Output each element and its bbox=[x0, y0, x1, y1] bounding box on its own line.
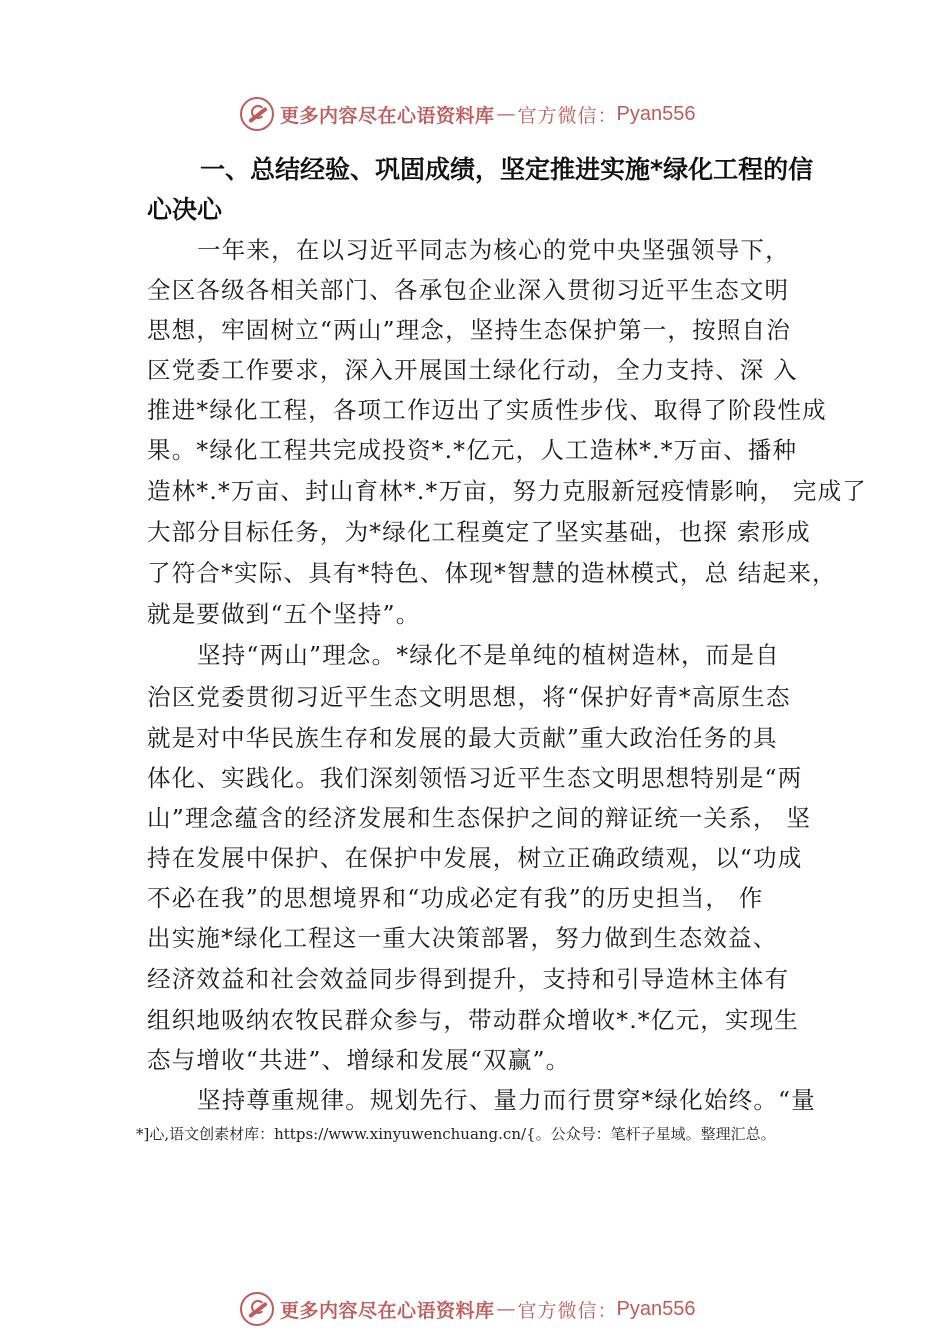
pen-logo-icon bbox=[240, 1292, 274, 1326]
body-line: 果。*绿化工程共完成投资*.*亿元，人工造林*.*万亩、播种 bbox=[147, 436, 798, 464]
body-line: 一年来，在以习近平同志为核心的党中央坚强领导下， bbox=[197, 236, 790, 264]
body-line: 经济效益和社会效益同步得到提升，支持和引导造林主体有 bbox=[147, 965, 790, 993]
body-line: 就是要做到“五个坚持”。 bbox=[147, 600, 421, 628]
banner-dash: — bbox=[496, 103, 516, 125]
body-line: 山”理念蕴含的经济发展和生态保护之间的辩证统一关系， 坚 bbox=[147, 804, 812, 832]
section-heading-line-1: 一、总结经验、巩固成绩，坚定推进实施*绿化工程的信 bbox=[200, 155, 814, 184]
body-line: 持在发展中保护、在保护中发展，树立正确政绩观，以“功成 bbox=[147, 844, 803, 872]
banner-title: 更多内容尽在心语资料库 bbox=[280, 1299, 495, 1322]
banner-dash: — bbox=[496, 1298, 516, 1320]
body-line: 出实施*绿化工程这一重大决策部署，努力做到生态效益、 bbox=[147, 924, 778, 952]
body-line: 推进*绿化工程，各项工作迈出了实质性步伐、取得了阶段性成 bbox=[147, 396, 827, 424]
body-line: 态与增收“共进”、增绿和发展“双赢”。 bbox=[147, 1046, 571, 1074]
body-line: 组织地吸纳农牧民群众参与，带动群众增收*.*亿元，实现生 bbox=[147, 1006, 800, 1034]
section-heading-line-2: 心决心 bbox=[147, 195, 223, 224]
pen-logo-icon bbox=[240, 97, 274, 131]
body-line: 了符合*实际、具有*特色、体现*智慧的造林模式，总 结起来， bbox=[147, 559, 837, 587]
footnote: *]心,语文创素材库：https://www.xinyuwenchuang.cn/{。公众号：笔杆子星域。整理汇总。 bbox=[136, 1125, 776, 1143]
body-line: 体化、实践化。我们深刻领悟习近平生态文明思想特别是“两 bbox=[147, 764, 803, 792]
header-banner bbox=[240, 96, 696, 132]
footer-banner bbox=[240, 1291, 696, 1327]
banner-wechat-id: Pyan556 bbox=[616, 1297, 696, 1320]
body-line: 全区各级各相关部门、各承包企业深入贯彻习近平生态文明 bbox=[147, 276, 790, 304]
banner-wechat-id: Pyan556 bbox=[616, 102, 696, 125]
body-line: 坚持“两山”理念。*绿化不是单纯的植树造林，而是自 bbox=[197, 641, 780, 669]
banner-wechat-label: 官方微信 bbox=[517, 104, 598, 127]
banner-colon: ： bbox=[597, 1299, 617, 1322]
body-line: 大部分目标任务，为*绿化工程奠定了坚实基础，也探 索形成 bbox=[147, 518, 811, 546]
body-line: 区党委工作要求，深入开展国土绿化行动，全力支持、深 入 bbox=[147, 356, 798, 384]
banner-title: 更多内容尽在心语资料库 bbox=[280, 104, 495, 127]
banner-colon: ： bbox=[597, 104, 617, 127]
body-line: 就是对中华民族生存和发展的最大贡献”重大政治任务的具 bbox=[147, 724, 778, 752]
body-line: 造林*.*万亩、封山育林*.*万亩，努力克服新冠疫情影响， 完成了 bbox=[147, 477, 868, 505]
body-line: 坚持尊重规律。规划先行、量力而行贯穿*绿化始终。“量 bbox=[197, 1086, 816, 1114]
body-line: 思想，牢固树立“两山”理念，坚持生态保护第一，按照自治 bbox=[147, 316, 791, 344]
body-line: 不必在我”的思想境界和“功成必定有我”的历史担当， 作 bbox=[147, 884, 764, 912]
body-line: 治区党委贯彻习近平生态文明思想，将“保护好青*高原生态 bbox=[147, 683, 791, 711]
banner-wechat-label: 官方微信 bbox=[517, 1299, 598, 1322]
